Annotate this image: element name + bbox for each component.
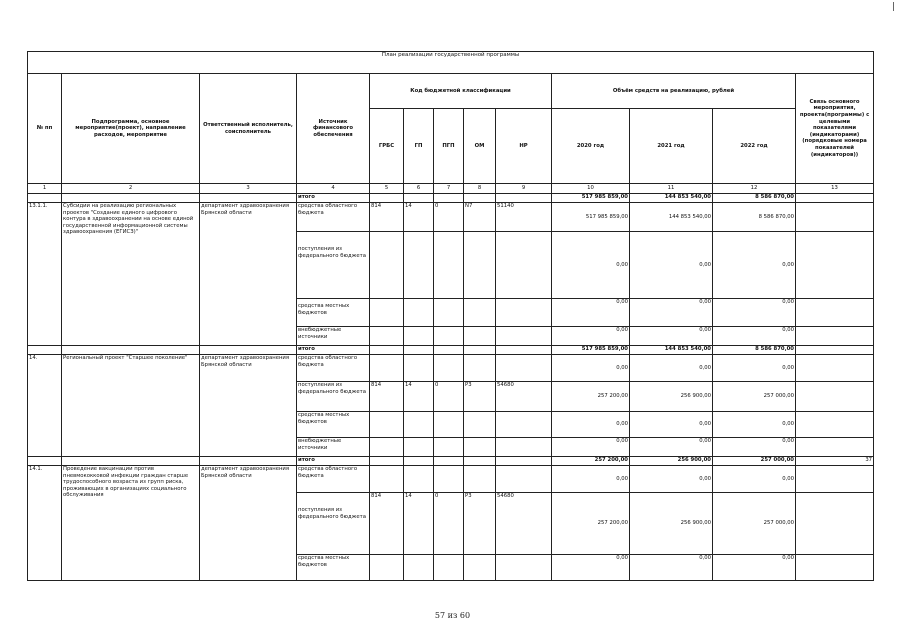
col-number: 10 bbox=[552, 184, 630, 194]
funding-source: средства областного бюджета bbox=[297, 466, 370, 493]
amount-2022: 0,00 bbox=[713, 232, 796, 299]
amount-2021: 144 853 540,00 bbox=[630, 203, 713, 232]
header-program: Подпрограмма, основное мероприятие(проект), направление расходов, мероприятие bbox=[62, 74, 200, 184]
funding-source: поступления из федерального бюджета bbox=[297, 493, 370, 555]
table-row bbox=[28, 203, 874, 232]
amount-2021: 0,00 bbox=[630, 466, 713, 493]
total-2020: 517 985 859,00 bbox=[552, 194, 630, 203]
code-np: 54680 bbox=[496, 382, 552, 412]
col-number: 4 bbox=[297, 184, 370, 194]
header-funding: Объём средств на реализацию, рублей bbox=[552, 74, 796, 109]
total-2022: 8 586 870,00 bbox=[713, 194, 796, 203]
item-title: Проведение вакцинации против пневмококковой инфекции граждан старше трудоспособного возраста из групп риска, проживающих в организациях социального обслуживания bbox=[62, 466, 200, 581]
amount-2020: 257 200,00 bbox=[552, 493, 630, 555]
header-num: № пп bbox=[28, 74, 62, 184]
total-label: итого bbox=[297, 194, 370, 203]
amount-2020: 0,00 bbox=[552, 466, 630, 493]
col-number: 2 bbox=[62, 184, 200, 194]
page-number: 57 из 60 bbox=[434, 611, 471, 620]
item-number: 14.1. bbox=[28, 466, 62, 581]
total-label: итого bbox=[297, 346, 370, 355]
table-row bbox=[28, 466, 874, 493]
amount-2022: 257 000,00 bbox=[713, 382, 796, 412]
amount-2020: 517 985 859,00 bbox=[552, 203, 630, 232]
total-2022: 257 000,00 bbox=[713, 457, 796, 466]
item-title: Региональный проект "Старшее поколение" bbox=[62, 355, 200, 457]
header-budget-code: Код бюджетной классификации bbox=[370, 74, 552, 109]
table-row bbox=[28, 457, 874, 466]
header-2020: 2020 год bbox=[552, 109, 630, 184]
col-number: 3 bbox=[200, 184, 297, 194]
col-number: 9 bbox=[496, 184, 552, 194]
funding-source: внебюджетные источники bbox=[297, 327, 370, 346]
code-om: P3 bbox=[464, 493, 496, 555]
header-2021: 2021 год bbox=[630, 109, 713, 184]
code-pgp: 0 bbox=[434, 382, 464, 412]
col-number: 13 bbox=[796, 184, 874, 194]
amount-2022: 0,00 bbox=[713, 412, 796, 438]
amount-2020: 0,00 bbox=[552, 327, 630, 346]
amount-2022: 8 586 870,00 bbox=[713, 203, 796, 232]
amount-2022: 0,00 bbox=[713, 466, 796, 493]
total-2021: 256 900,00 bbox=[630, 457, 713, 466]
table-row bbox=[28, 194, 874, 203]
header-om: ОМ bbox=[464, 109, 496, 184]
total-label: итого bbox=[297, 457, 370, 466]
header-grbs: ГРБС bbox=[370, 109, 404, 184]
amount-2020: 0,00 bbox=[552, 412, 630, 438]
col-number: 1 bbox=[28, 184, 62, 194]
header-2022: 2022 год bbox=[713, 109, 796, 184]
amount-2021: 0,00 bbox=[630, 299, 713, 327]
code-pgp: 0 bbox=[434, 493, 464, 555]
funding-source: поступления из федерального бюджета bbox=[297, 232, 370, 299]
code-gp: 14 bbox=[404, 203, 434, 232]
col-number: 5 bbox=[370, 184, 404, 194]
header-indicator-link: Связь основного мероприятия, проекта(программы) с целевыми показателями (индикаторами) (порядковые номера показателей (индикаторов)) bbox=[796, 74, 874, 184]
code-om: P3 bbox=[464, 382, 496, 412]
amount-2021: 0,00 bbox=[630, 327, 713, 346]
funding-source: средства местных бюджетов bbox=[297, 555, 370, 581]
header-np: НР bbox=[496, 109, 552, 184]
item-executor: департамент здравоохранения Брянской области bbox=[200, 203, 297, 346]
amount-2022: 0,00 bbox=[713, 299, 796, 327]
item-executor: департамент здравоохранения Брянской области bbox=[200, 355, 297, 457]
amount-2021: 0,00 bbox=[630, 555, 713, 581]
amount-2020: 0,00 bbox=[552, 232, 630, 299]
amount-2020: 0,00 bbox=[552, 299, 630, 327]
code-grbs: 814 bbox=[370, 493, 404, 555]
funding-source: средства местных бюджетов bbox=[297, 299, 370, 327]
header-pgp: ПГП bbox=[434, 109, 464, 184]
total-2021: 144 853 540,00 bbox=[630, 194, 713, 203]
funding-source: средства областного бюджета bbox=[297, 203, 370, 232]
funding-source: внебюджетные источники bbox=[297, 438, 370, 457]
col-number: 6 bbox=[404, 184, 434, 194]
item-number: 13.1.1. bbox=[28, 203, 62, 346]
header-gp: ГП bbox=[404, 109, 434, 184]
indicator-link: 37 bbox=[796, 457, 874, 466]
code-gp: 14 bbox=[404, 382, 434, 412]
amount-2021: 256 900,00 bbox=[630, 382, 713, 412]
item-title: Субсидии на реализацию региональных проектов "Создание единого цифрового контура в здравоохранении на основе единой государственной информационной системы здравоохранения (ЕГИСЗ)" bbox=[62, 203, 200, 346]
amount-2022: 0,00 bbox=[713, 555, 796, 581]
code-np: 51140 bbox=[496, 203, 552, 232]
amount-2020: 0,00 bbox=[552, 355, 630, 382]
amount-2021: 0,00 bbox=[630, 412, 713, 438]
total-2022: 8 586 870,00 bbox=[713, 346, 796, 355]
total-2020: 257 200,00 bbox=[552, 457, 630, 466]
amount-2022: 0,00 bbox=[713, 438, 796, 457]
col-number: 8 bbox=[464, 184, 496, 194]
col-number: 12 bbox=[713, 184, 796, 194]
amount-2022: 0,00 bbox=[713, 327, 796, 346]
amount-2021: 0,00 bbox=[630, 438, 713, 457]
amount-2022: 257 000,00 bbox=[713, 493, 796, 555]
amount-2021: 0,00 bbox=[630, 232, 713, 299]
edge-mark: | bbox=[891, 2, 895, 12]
item-number: 14. bbox=[28, 355, 62, 457]
item-executor: департамент здравоохранения Брянской области bbox=[200, 466, 297, 581]
amount-2020: 0,00 bbox=[552, 438, 630, 457]
total-2020: 517 985 859,00 bbox=[552, 346, 630, 355]
col-number: 7 bbox=[434, 184, 464, 194]
amount-2020: 0,00 bbox=[552, 555, 630, 581]
code-om: N7 bbox=[464, 203, 496, 232]
funding-source: средства областного бюджета bbox=[297, 355, 370, 382]
amount-2021: 256 900,00 bbox=[630, 493, 713, 555]
column-number-row bbox=[28, 184, 874, 194]
code-gp: 14 bbox=[404, 493, 434, 555]
table-title: План реализации государственной программы bbox=[28, 52, 874, 74]
table-row bbox=[28, 346, 874, 355]
total-2021: 144 853 540,00 bbox=[630, 346, 713, 355]
table-row bbox=[28, 355, 874, 382]
header-source: Источник финансового обеспечения bbox=[297, 74, 370, 184]
code-pgp: 0 bbox=[434, 203, 464, 232]
header-executor: Ответственный исполнитель, соисполнитель bbox=[200, 74, 297, 184]
code-grbs: 814 bbox=[370, 203, 404, 232]
amount-2020: 257 200,00 bbox=[552, 382, 630, 412]
amount-2021: 0,00 bbox=[630, 355, 713, 382]
funding-source: поступления из федерального бюджета bbox=[297, 382, 370, 412]
code-grbs: 814 bbox=[370, 382, 404, 412]
amount-2022: 0,00 bbox=[713, 355, 796, 382]
funding-source: средства местных бюджетов bbox=[297, 412, 370, 438]
code-np: 54680 bbox=[496, 493, 552, 555]
program-plan-table bbox=[27, 51, 874, 581]
col-number: 11 bbox=[630, 184, 713, 194]
